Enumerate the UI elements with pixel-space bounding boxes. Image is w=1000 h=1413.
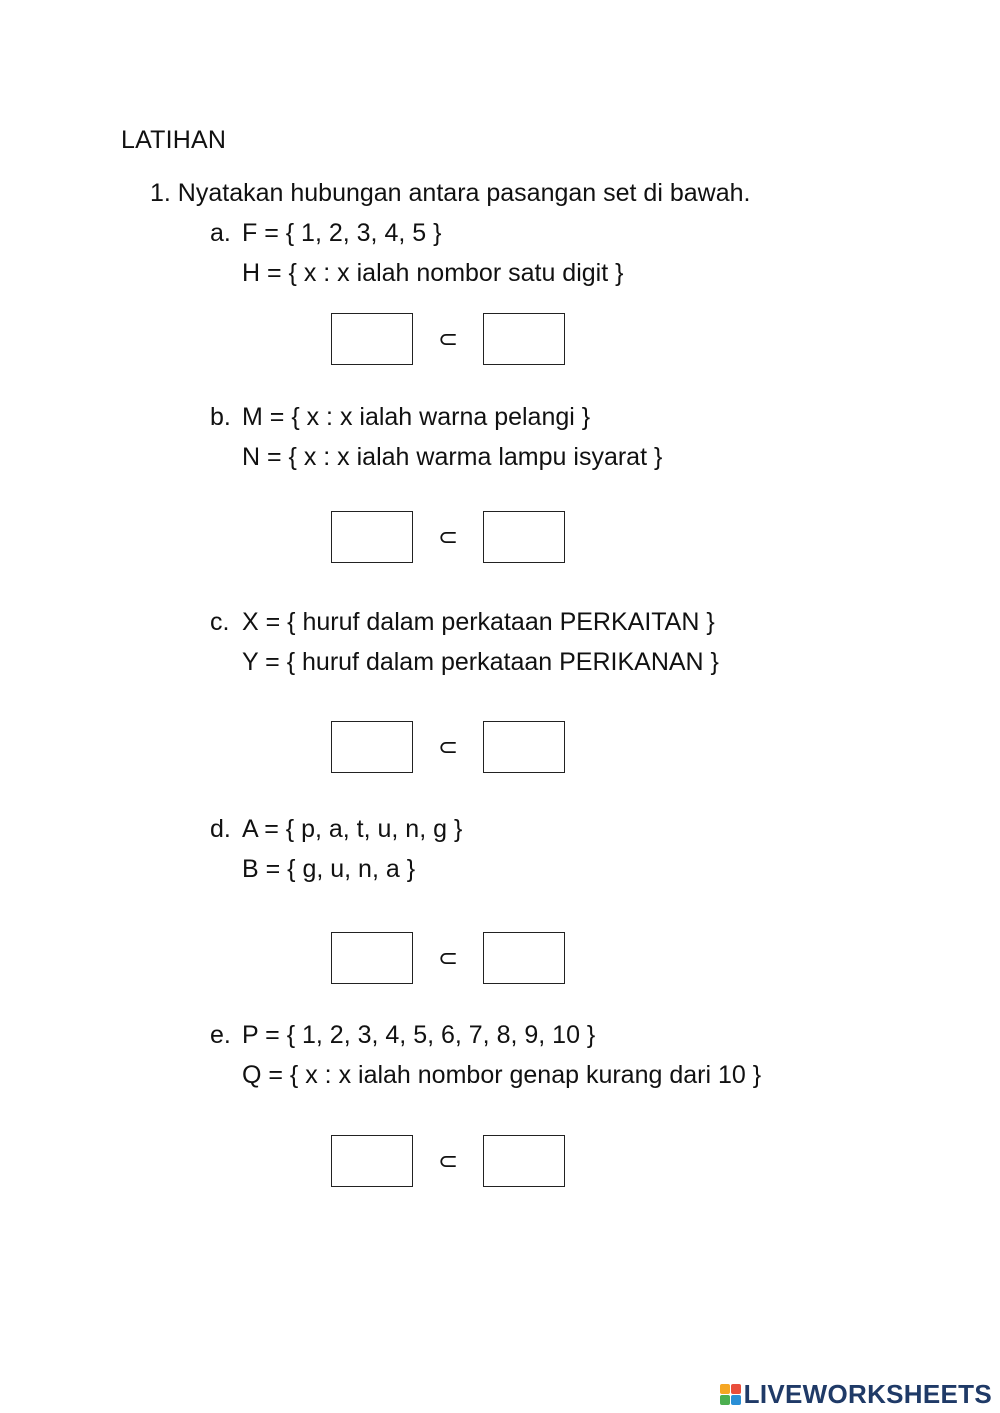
answer-input-left[interactable]	[331, 932, 413, 984]
answer-input-right[interactable]	[483, 1135, 565, 1187]
liveworksheets-logo-icon	[720, 1384, 741, 1405]
answer-row-a	[331, 313, 567, 367]
subset-symbol: ⊂	[437, 325, 459, 353]
set-definition: N = { x : x ialah warma lampu isyarat }	[242, 443, 663, 471]
subset-symbol: ⊂	[437, 733, 459, 761]
set-definition: F = { 1, 2, 3, 4, 5 }	[242, 219, 442, 247]
question-item-c	[210, 606, 910, 686]
item-line-2	[210, 257, 910, 297]
liveworksheets-brand	[720, 1379, 992, 1409]
logo-square	[720, 1384, 730, 1394]
subset-symbol: ⊂	[437, 944, 459, 972]
item-letter: b.	[210, 403, 231, 431]
item-line-2	[210, 646, 910, 686]
question-item-d	[210, 813, 910, 893]
item-letter: a.	[210, 219, 231, 247]
question-item-b	[210, 401, 910, 481]
item-line-2	[210, 441, 910, 481]
answer-input-right[interactable]	[483, 313, 565, 365]
item-line-1	[210, 1019, 910, 1059]
item-line-2	[210, 853, 910, 893]
logo-square	[731, 1395, 741, 1405]
set-definition: M = { x : x ialah warna pelangi }	[242, 403, 591, 431]
answer-input-left[interactable]	[331, 313, 413, 365]
answer-row-b	[331, 511, 567, 565]
answer-row-e	[331, 1135, 567, 1189]
item-line-1	[210, 606, 910, 646]
answer-input-right[interactable]	[483, 721, 565, 773]
item-letter: e.	[210, 1021, 231, 1049]
item-line-1	[210, 217, 910, 257]
brand-wordmark: LIVEWORKSHEETS	[743, 1378, 992, 1409]
subset-symbol: ⊂	[437, 523, 459, 551]
set-definition: Y = { huruf dalam perkataan PERIKANAN }	[242, 648, 719, 676]
question-item-e	[210, 1019, 910, 1099]
item-letter: c.	[210, 608, 230, 636]
answer-input-right[interactable]	[483, 932, 565, 984]
logo-square	[720, 1395, 730, 1405]
answer-input-left[interactable]	[331, 511, 413, 563]
item-line-1	[210, 813, 910, 853]
logo-square	[731, 1384, 741, 1394]
set-definition: Q = { x : x ialah nombor genap kurang dari 10 }	[242, 1061, 762, 1089]
set-definition: H = { x : x ialah nombor satu digit }	[242, 259, 624, 287]
item-letter: d.	[210, 815, 231, 843]
page-title: LATIHAN	[121, 126, 227, 154]
item-line-1	[210, 401, 910, 441]
set-definition: X = { huruf dalam perkataan PERKAITAN }	[242, 608, 715, 636]
question-text: 1. Nyatakan hubungan antara pasangan set di bawah.	[150, 179, 751, 207]
subset-symbol: ⊂	[437, 1147, 459, 1175]
item-line-2	[210, 1059, 910, 1099]
set-definition: P = { 1, 2, 3, 4, 5, 6, 7, 8, 9, 10 }	[242, 1021, 596, 1049]
question-item-a	[210, 217, 910, 297]
answer-row-c	[331, 721, 567, 775]
set-definition: A = { p, a, t, u, n, g }	[242, 815, 463, 843]
answer-input-left[interactable]	[331, 721, 413, 773]
set-definition: B = { g, u, n, a }	[242, 855, 416, 883]
answer-row-d	[331, 932, 567, 986]
answer-input-right[interactable]	[483, 511, 565, 563]
answer-input-left[interactable]	[331, 1135, 413, 1187]
